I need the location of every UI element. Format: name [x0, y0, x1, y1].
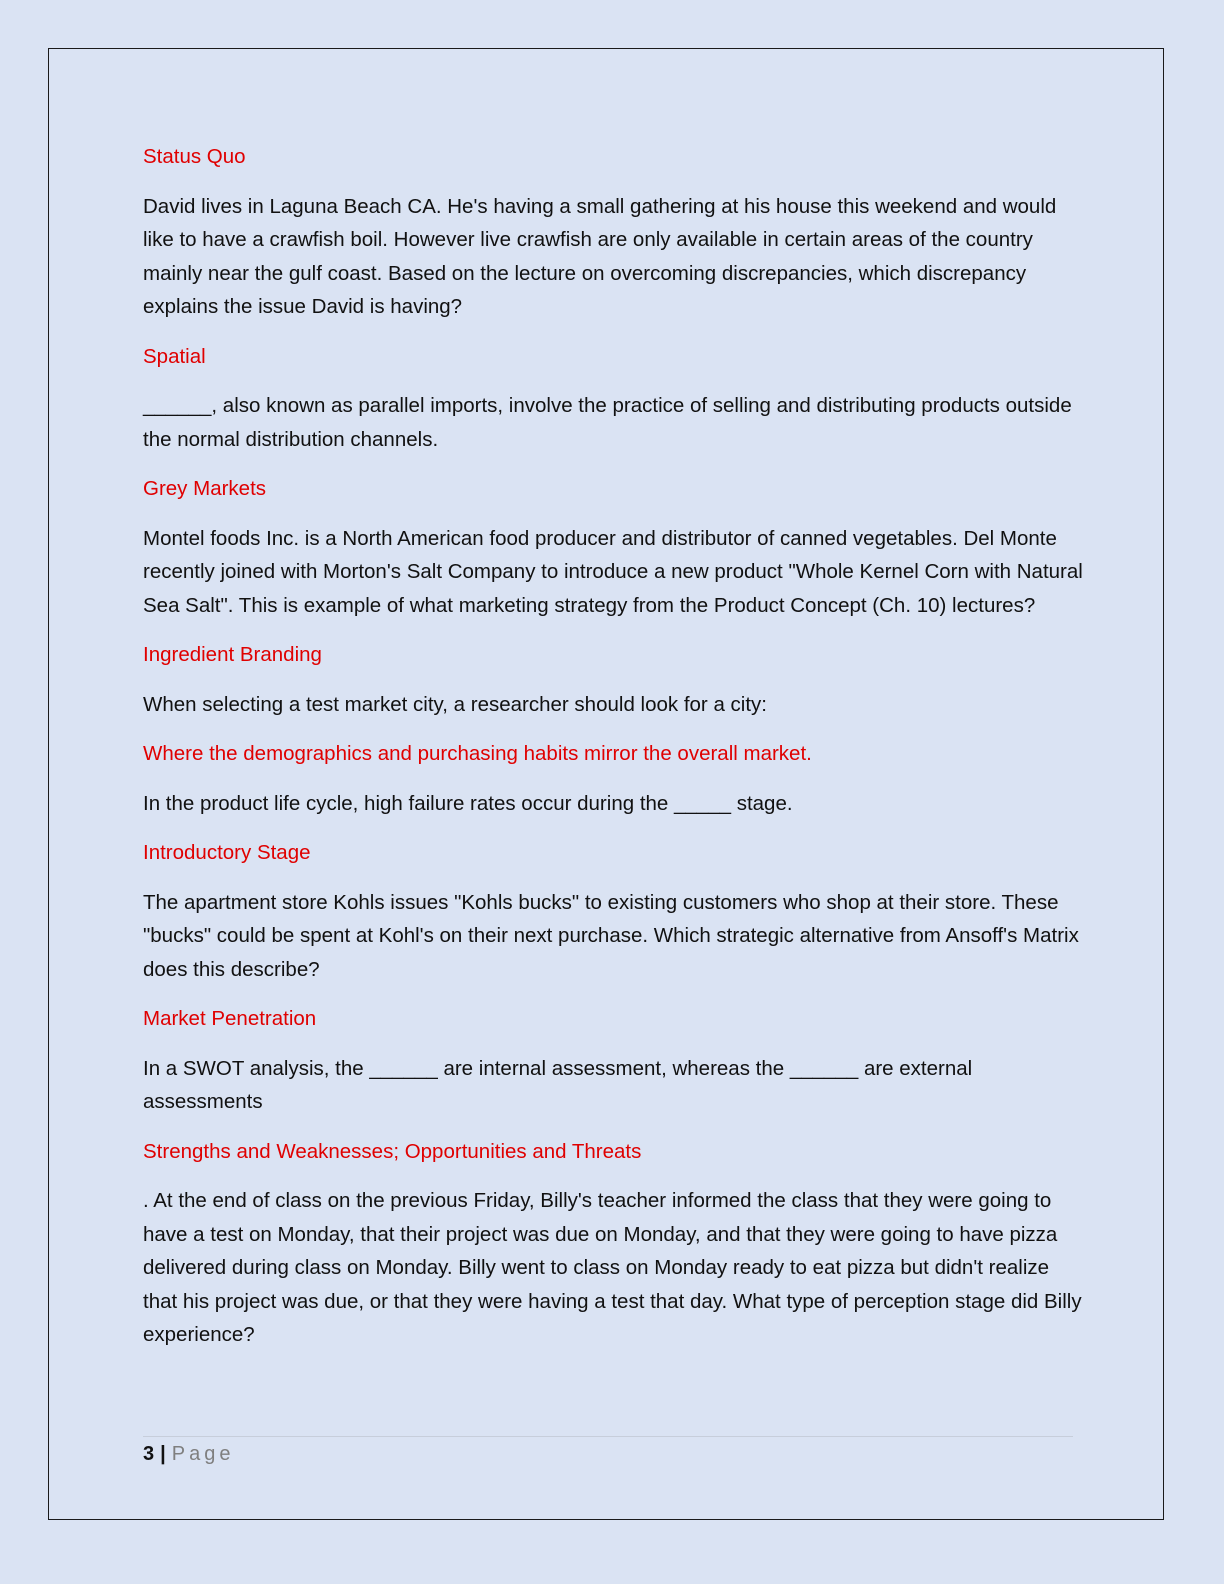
question-text: In the product life cycle, high failure rates occur during the _____ stage. [143, 791, 793, 815]
answer-text: Market Penetration [143, 1007, 317, 1030]
footer-separator: | [160, 1443, 166, 1465]
question-text: . At the end of class on the previous Friday, Billy's teacher informed the class that they were going to have a test on Monday, that their project was due on Monday, and that they were going to have pizza delivered during class on Monday. Billy went to class on Monday ready to eat pizza but didn't realize that his project was due, or that they were having a test that day. What type of perception stage did Billy experience? [143, 1189, 1082, 1346]
answer-text: Introductory Stage [143, 841, 311, 864]
question-text: David lives in Laguna Beach CA. He's having a small gathering at his house this weekend and would like to have a crawfish boil. However live crawfish are only available in certain areas of the country mainly near the gulf coast. Based on the lecture on overcoming discrepancies, which discrepancy explains the issue David is having? [143, 194, 1057, 318]
answer-text: Ingredient Branding [143, 643, 322, 666]
question-text: When selecting a test market city, a researcher should look for a city: [143, 692, 767, 716]
question-text: In a SWOT analysis, the ______ are internal assessment, whereas the ______ are external assessments [143, 1056, 973, 1113]
answer-text: Where the demographics and purchasing habits mirror the overall market. [143, 742, 812, 765]
page-label: Page [171, 1443, 235, 1465]
question-text: Montel foods Inc. is a North American food producer and distributor of canned vegetables. Del Monte recently joined with Morton's Salt Company to introduce a new product "Whole Kernel Corn with Natural Sea Salt". This is example of what marketing strategy from the Product Concept (Ch. 10) lectures? [143, 526, 1083, 617]
page-number: 3 [143, 1443, 155, 1465]
answer-text: Spatial [143, 344, 206, 368]
answer-text: Strengths and Weaknesses; Opportunities and Threats [143, 1139, 642, 1163]
question-text: ______, also known as parallel imports, involve the practice of selling and distributing products outside the normal distribution channels. [143, 394, 1072, 451]
answer-text: Status Quo [143, 145, 246, 168]
footer-divider [143, 1436, 1073, 1437]
answer-text: Grey Markets [143, 477, 267, 500]
question-text: The apartment store Kohls issues "Kohls bucks" to existing customers who shop at their store. These "bucks" could be spent at Kohl's on their next purchase. Which strategic alternative from Ansoff's Matrix does this describe? [143, 890, 1079, 981]
document-body [143, 140, 1083, 1368]
page-footer [143, 1439, 234, 1469]
